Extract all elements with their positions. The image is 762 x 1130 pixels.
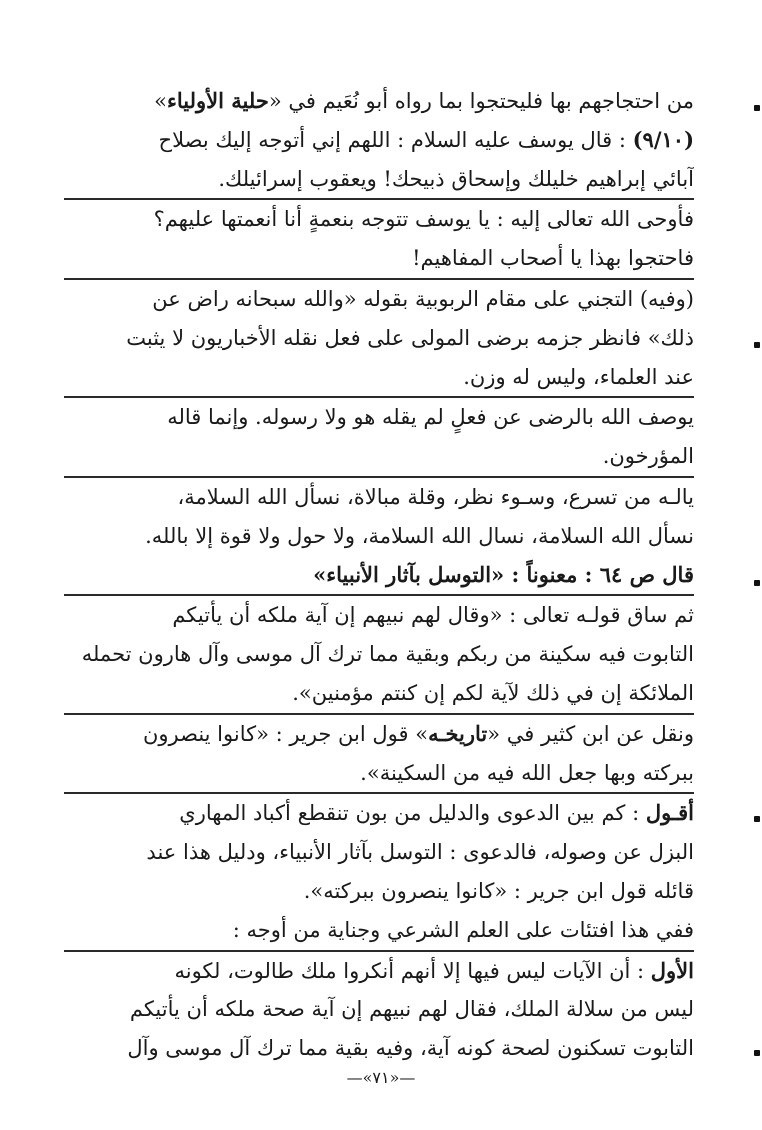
edge-mark xyxy=(754,105,760,111)
text-line xyxy=(64,239,694,278)
text-segment: المؤرخون. xyxy=(602,444,694,469)
text-line xyxy=(64,792,694,833)
text-line xyxy=(64,121,694,160)
text-segment: ببركته وبها جعل الله فيه من السكينة». xyxy=(360,760,694,785)
text-line xyxy=(64,754,694,793)
text-segment: » xyxy=(154,89,168,113)
text-segment: يوصف الله بالرضى عن فعلٍ لم يقله هو ولا رسوله. وإنما قاله xyxy=(167,405,694,430)
text-segment: ليس من سلالة الملك، فقال لهم نبيهم إن آية صحة ملكه أن يأتيكم xyxy=(129,997,694,1022)
bold-text-segment: الأول xyxy=(650,957,694,983)
text-segment: فأوحى الله تعالى إليه : يا يوسف تتوجه بنعمةٍ أنا أنعمتها عليهم؟ xyxy=(153,207,694,232)
text-line xyxy=(64,990,694,1029)
bold-text-segment: حلية الأولياء xyxy=(167,88,269,113)
text-line xyxy=(64,911,694,950)
text-segment: ثم ساق قولـه تعالى : «وقال لهم نبيهم إن آية ملكه أن يأتيكم xyxy=(172,603,694,628)
text-segment: الملائكة إن في ذلك لآية لكم إن كنتم مؤمنين». xyxy=(292,680,694,705)
text-segment: من احتجاجهم بها فليحتجوا بما رواه أبو نُعَيم في « xyxy=(268,89,694,113)
edge-mark xyxy=(754,580,760,586)
text-line xyxy=(64,950,694,991)
text-segment: يالـه من تسرع، وسـوء نظر، وقلة مبالاة، نسأل الله السلامة، xyxy=(177,484,694,509)
edge-mark xyxy=(754,342,760,348)
edge-mark xyxy=(754,1050,760,1056)
text-line xyxy=(64,833,694,872)
text-line xyxy=(64,1029,694,1068)
text-segment: آبائي إبراهيم خليلك وإسحاق ذبيحك! ويعقوب إسرائيلك. xyxy=(218,166,694,191)
text-segment: : أن الآيات ليس فيها إلا أنهم أنكروا ملك طالوت، لكونه xyxy=(174,958,651,983)
text-segment: ونقل عن ابن كثير في « xyxy=(487,721,694,746)
body-text xyxy=(64,82,694,1068)
text-line xyxy=(64,82,694,121)
text-segment: ذلك» فانظر جزمه برضى المولى على فعل نقله الأخباريون لا يثبت xyxy=(126,325,694,350)
text-line xyxy=(64,674,694,713)
text-line xyxy=(64,437,694,476)
bold-text-segment: تاريخـه xyxy=(428,720,488,746)
text-line xyxy=(64,556,694,595)
text-segment: ففي هذا افتئات على العلم الشرعي وجناية من أوجه : xyxy=(232,917,694,942)
edge-mark xyxy=(754,816,760,822)
text-line xyxy=(64,517,694,556)
text-segment: التابوت فيه سكينة من ربكم وبقية مما ترك آل موسى وآل هارون تحمله xyxy=(81,642,694,667)
text-segment: فاحتجوا بهذا يا أصحاب المفاهيم! xyxy=(412,246,694,271)
text-line xyxy=(64,872,694,911)
bold-text-segment: (٩/١٠) xyxy=(632,126,694,152)
bold-text-segment: قال ص ٦٤ : معنوناً : «التوسل بآثار الأنبياء» xyxy=(313,561,694,587)
text-line xyxy=(64,594,694,635)
text-segment: : كم بين الدعوى والدليل من بون تنقطع أكباد المهاري xyxy=(179,801,646,826)
text-segment: البزل عن وصوله، فالدعوى : التوسل بآثار الأنبياء، ودليل هذا عند xyxy=(146,840,694,865)
bold-text-segment: أقـول xyxy=(645,800,694,826)
text-segment: عند العلماء، وليس له وزن. xyxy=(463,364,694,389)
text-line xyxy=(64,160,694,199)
text-line xyxy=(64,278,694,319)
text-segment: » قول ابن جرير : «كانوا ينصرون xyxy=(142,721,429,746)
text-segment: قائله قول ابن جرير : «كانوا ينصرون ببركته». xyxy=(303,878,694,903)
text-segment: (وفيه) التجني على مقام الربوبية بقوله «والله سبحانه راض عن xyxy=(152,286,694,311)
text-line xyxy=(64,319,694,358)
text-segment: : قال يوسف عليه السلام : اللهم إني أتوجه إليك بصلاح xyxy=(158,127,633,152)
text-segment: نسأل الله السلامة، نسال الله السلامة، ولا حول ولا قوة إلا بالله. xyxy=(145,523,694,548)
text-line xyxy=(64,358,694,397)
text-line xyxy=(64,198,694,239)
page-number: —«٧١»— xyxy=(346,1068,416,1087)
text-line xyxy=(64,635,694,674)
text-segment: التابوت تسكنون لصحة كونه آية، وفيه بقية مما ترك آل موسى وآل xyxy=(127,1036,694,1061)
text-line xyxy=(64,476,694,517)
text-line xyxy=(64,396,694,437)
text-line xyxy=(64,713,694,754)
